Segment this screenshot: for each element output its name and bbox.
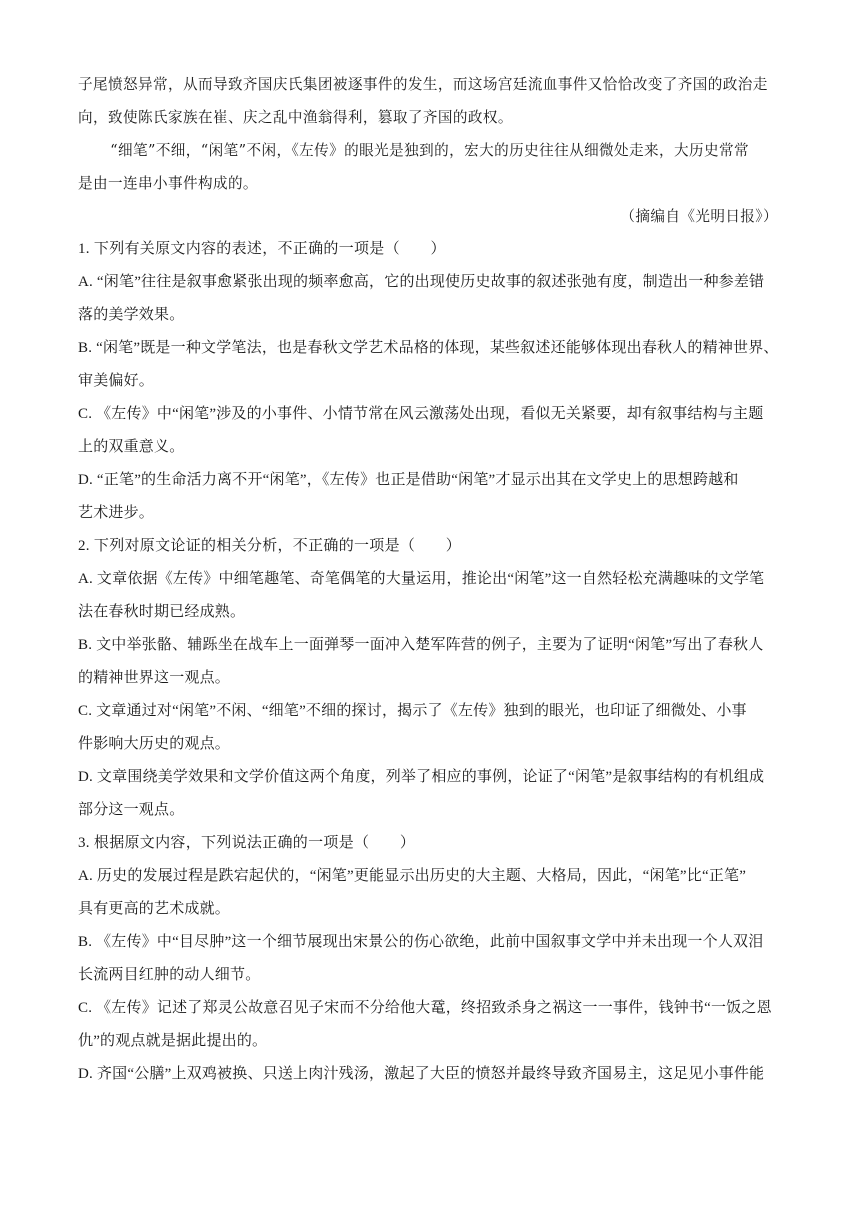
option-line: B. “闲笔”既是一种文学笔法，也是春秋文学艺术品格的体现，某些叙述还能够体现出春秋人的精神世界、 [78,340,779,356]
option-line: D. 文章围绕美学效果和文学价值这两个角度，列举了相应的事例，论证了“闲笔”是叙事结构的有机组成 [78,769,765,785]
option-line: 落的美学效果。 [78,307,185,323]
option-line: C. 《左传》记述了郑灵公故意召见子宋而不分给他大鼋，终招致杀身之祸这一一事件，钱钟书“一饭之恩 [78,1000,772,1016]
source-citation: （摘编自《光明日报》） [620,208,778,225]
passage-line: “细笔”不细，“闲笔”不闲，《左传》的眼光是独到的，宏大的历史往往从细微处走来，大历史常常 [110,142,749,159]
option-line: A. 文章依据《左传》中细笔趣笔、奇笔偶笔的大量运用，推论出“闲笔”这一自然轻松充满趣味的文学笔 [78,571,765,587]
question-stem: 3. 根据原文内容，下列说法正确的一项是（ ） [78,835,416,851]
option-line: C. 《左传》中“闲笔”涉及的小事件、小情节常在风云激荡处出现，看似无关紧要，却有叙事结构与主题 [78,406,764,422]
option-line: C. 文章通过对“闲笔”不闲、“细笔”不细的探讨，揭示了《左传》独到的眼光，也印证了细微处、小事 [78,703,747,719]
option-line: 部分这一观点。 [78,802,185,818]
passage-line: 是由一连串小事件构成的。 [78,175,258,192]
option-line: 具有更高的艺术成就。 [78,901,231,917]
option-line: D. “正笔”的生命活力离不开“闲笔”，《左传》也正是借助“闲笔”才显示出其在文学史上的思想跨越和 [78,472,739,488]
option-line: 法在春秋时期已经成熟。 [78,604,246,620]
option-line: D. 齐国“公膳”上双鸡被换、只送上肉汁残汤，激起了大臣的愤怒并最终导致齐国易主，这足见小事件能 [78,1066,765,1082]
passage-line: 向，致使陈氏家族在崔、庆之乱中渔翁得利，篡取了齐国的政权。 [78,109,513,126]
option-line: 长流两目红肿的动人细节。 [78,967,261,983]
option-line: A. “闲笔”往往是叙事愈紧张出现的频率愈高，它的出现使历史故事的叙述张弛有度，制造出一种参差错 [78,274,765,290]
question-stem: 2. 下列对原文论证的相关分析，不正确的一项是（ ） [78,538,462,554]
option-line: A. 历史的发展过程是跌宕起伏的，“闲笔”更能显示出历史的大主题、大格局，因此，“闲笔”比“正笔” [78,868,747,884]
option-line: 仇”的观点就是据此提出的。 [78,1033,268,1049]
question-stem: 1. 下列有关原文内容的表述，不正确的一项是（ ） [78,241,446,257]
passage-line: 子尾愤怒异常，从而导致齐国庆氏集团被逐事件的发生，而这场宫廷流血事件又恰恰改变了齐国的政治走 [78,76,768,93]
option-line: B. 文中举张骼、辅跞坐在战车上一面弹琴一面冲入楚军阵营的例子，主要为了证明“闲笔”写出了春秋人 [78,637,764,653]
option-line: 上的双重意义。 [78,439,185,455]
option-line: 的精神世界这一观点。 [78,670,231,686]
option-line: B. 《左传》中“目尽肿”这一个细节展现出宋景公的伤心欲绝，此前中国叙事文学中并未出现一个人双泪 [78,934,764,950]
option-line: 审美偏好。 [78,373,155,389]
option-line: 艺术进步。 [78,505,155,521]
option-line: 件影响大历史的观点。 [78,736,231,752]
